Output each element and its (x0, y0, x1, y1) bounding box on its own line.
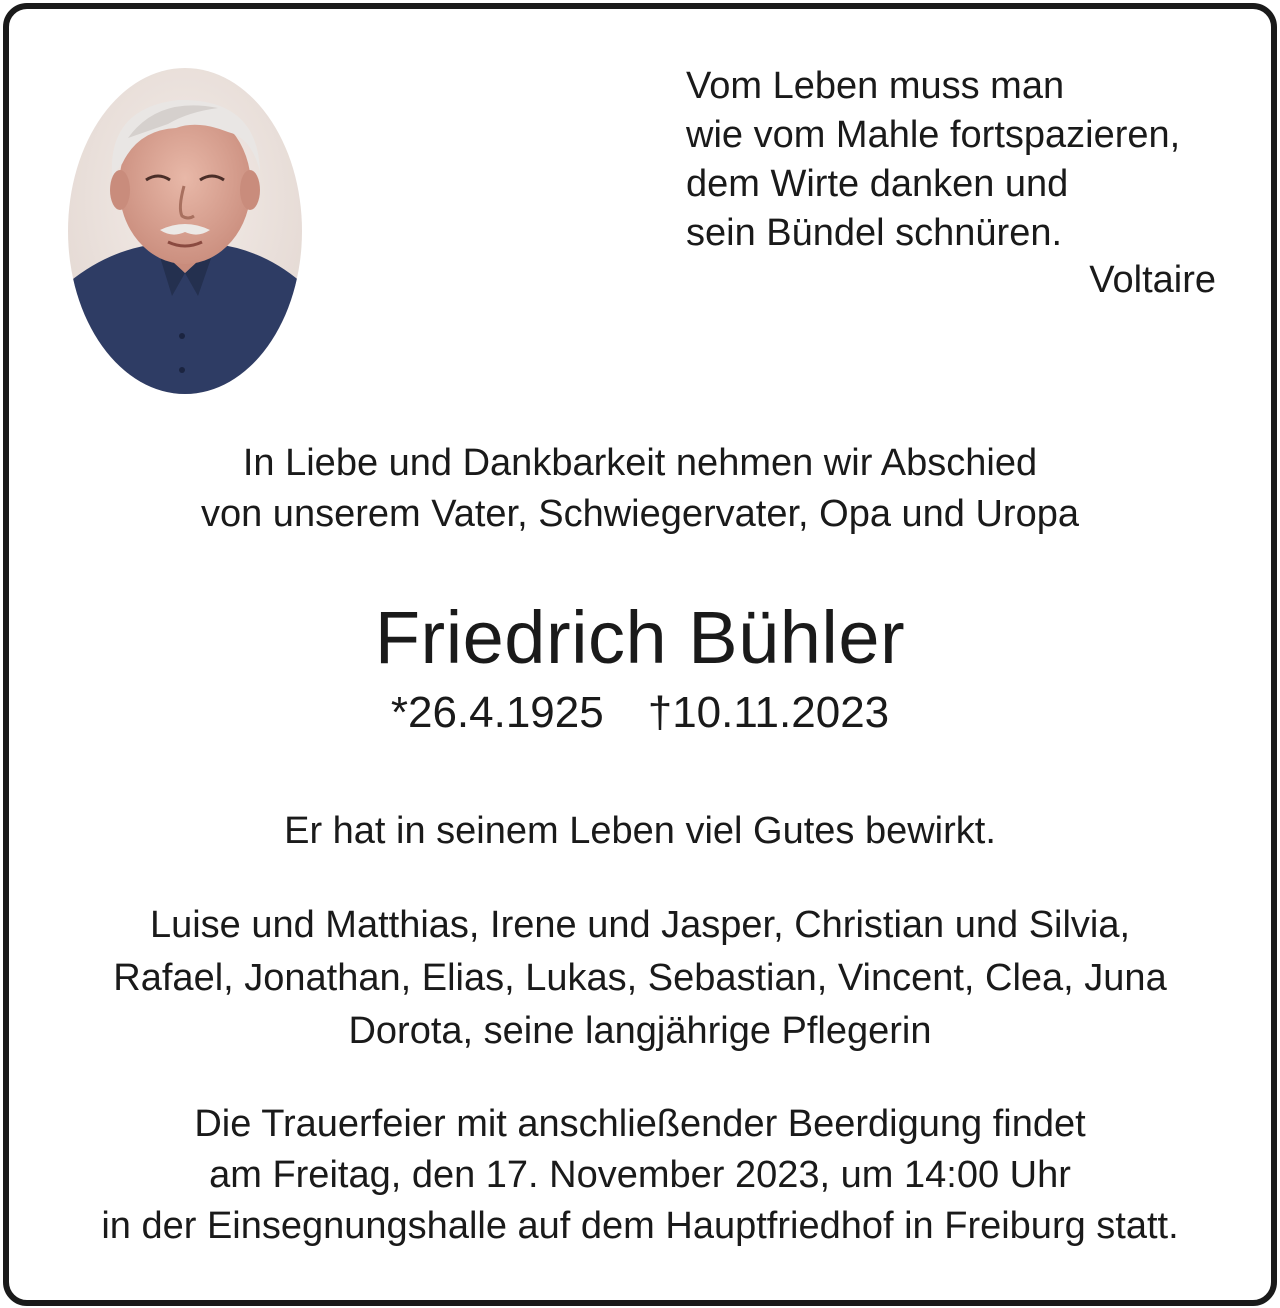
tribute-remark: Er hat in seinem Leben viel Gutes bewirkt. (284, 810, 996, 852)
life-dates (0, 686, 1280, 740)
quote-line: dem Wirte danken und (686, 163, 1069, 205)
quote-line: wie vom Mahle fortspazieren, (686, 114, 1181, 156)
ceremony-line: am Freitag, den 17. November 2023, um 14:00 Uhr (209, 1154, 1071, 1196)
mourners-line: Luise und Matthias, Irene und Jasper, Christian und Silvia, (149, 904, 1131, 946)
funeral-details (0, 1099, 1280, 1252)
ceremony-line: in der Einsegnungshalle auf dem Hauptfriedhof in Freiburg statt. (101, 1205, 1179, 1247)
mourners-line: Rafael, Jonathan, Elias, Lukas, Sebastian, Vincent, Clea, Juna (113, 957, 1167, 999)
quote-line: Vom Leben muss man (686, 65, 1065, 107)
farewell-intro (0, 438, 1280, 540)
quote-line: sein Bündel schnüren. (686, 212, 1063, 254)
intro-line: In Liebe und Dankbarkeit nehmen wir Abschied (242, 442, 1038, 484)
portrait-photo (68, 68, 302, 394)
deceased-name: Friedrich Bühler (374, 596, 906, 679)
birth-date: *26.4.1925 (390, 688, 604, 737)
mourners-line: Dorota, seine langjährige Pflegerin (348, 1010, 932, 1052)
voltaire-quote (686, 62, 1216, 305)
intro-line: von unserem Vater, Schwiegervater, Opa und Uropa (200, 493, 1079, 535)
quote-author: Voltaire (1089, 259, 1216, 301)
mourners-list (0, 899, 1280, 1058)
death-date: †10.11.2023 (647, 688, 890, 737)
ceremony-line: Die Trauerfeier mit anschließender Beerdigung findet (194, 1103, 1086, 1145)
